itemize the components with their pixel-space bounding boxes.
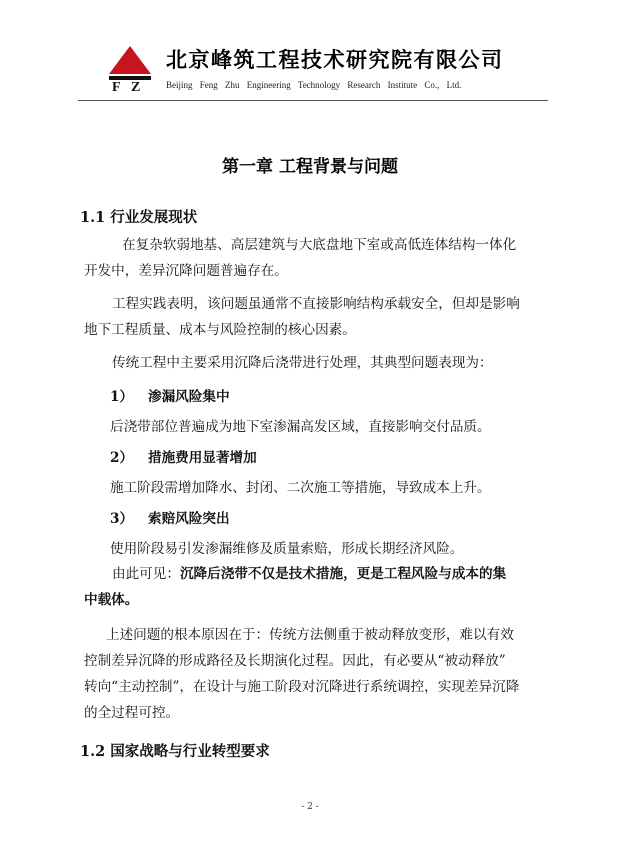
list-item-title: 渗漏风险集中 (148, 389, 230, 405)
list-item-heading (110, 507, 230, 527)
paragraph-line (84, 561, 544, 587)
list-item-number: 3） (110, 511, 134, 527)
company-name-cn: 北京峰筑工程技术研究院有限公司 (166, 48, 504, 72)
paragraph-line: 控制差异沉降的形成路径及长期演化过程。因此，有必要从“被动释放” (84, 653, 506, 669)
list-item-body: 施工阶段需增加降水、封闭、二次施工等措施，导致成本上升。 (110, 480, 491, 496)
list-item-heading (110, 385, 230, 405)
conclusion-emphasis: 中载体。 (84, 592, 139, 608)
paragraph-line: 在复杂软弱地基、高层建筑与大底盘地下室或高低连体结构一体化 (122, 237, 517, 253)
svg-text:Z: Z (131, 80, 141, 92)
list-item-body: 后浇带部位普遍成为地下室渗漏高发区域，直接影响交付品质。 (110, 419, 491, 435)
conclusion-prefix: 由此可见： (112, 566, 180, 582)
list-item-body: 使用阶段易引发渗漏维修及质量索赔，形成长期经济风险。 (110, 541, 464, 557)
paragraph-line: 地下工程质量、成本与风险控制的核心因素。 (84, 322, 356, 338)
conclusion-emphasis: 沉降后浇带不仅是技术措施，更是工程风险与成本的集 (179, 566, 507, 582)
list-item-title: 措施费用显著增加 (148, 450, 257, 466)
paragraph-line: 上述问题的根本原因在于：传统方法侧重于被动释放变形，难以有效 (106, 627, 514, 643)
paragraph-line: 的全过程可控。 (84, 705, 180, 721)
paragraph-line: 工程实践表明，该问题虽通常不直接影响结构承载安全，但却是影响 (112, 296, 520, 312)
chapter-title: 第一章 工程背景与问题 (222, 157, 398, 177)
paragraph-1 (84, 232, 544, 284)
list-item-number: 2） (110, 450, 134, 466)
paragraph-line: 开发中，差异沉降问题普遍存在。 (84, 263, 288, 279)
section-heading-1-2: 1.2 国家战略与行业转型要求 (80, 743, 270, 760)
paragraph-line: 传统工程中主要采用沉降后浇带进行处理，其典型问题表现为： (112, 355, 493, 371)
company-logo-icon (104, 44, 156, 92)
page-number: - 2 - (301, 802, 319, 812)
page-header (0, 0, 620, 102)
conclusion-paragraph (84, 561, 544, 613)
list-item-heading (110, 446, 257, 466)
paragraph-4 (84, 622, 544, 726)
paragraph-3 (84, 350, 544, 376)
list-item-title: 索赔风险突出 (148, 511, 230, 527)
list-item-number: 1） (110, 389, 134, 405)
paragraph-line: 转向“主动控制”，在设计与施工阶段对沉降进行系统调控，实现差异沉降 (84, 679, 520, 695)
company-name-en: Beijing Feng Zhu Engineering Technology Research Institute Co., Ltd. (166, 80, 462, 90)
section-heading-1-1: 1.1 行业发展现状 (80, 209, 198, 226)
header-divider (78, 100, 548, 101)
svg-text:F: F (112, 80, 121, 92)
paragraph-2 (84, 291, 544, 343)
